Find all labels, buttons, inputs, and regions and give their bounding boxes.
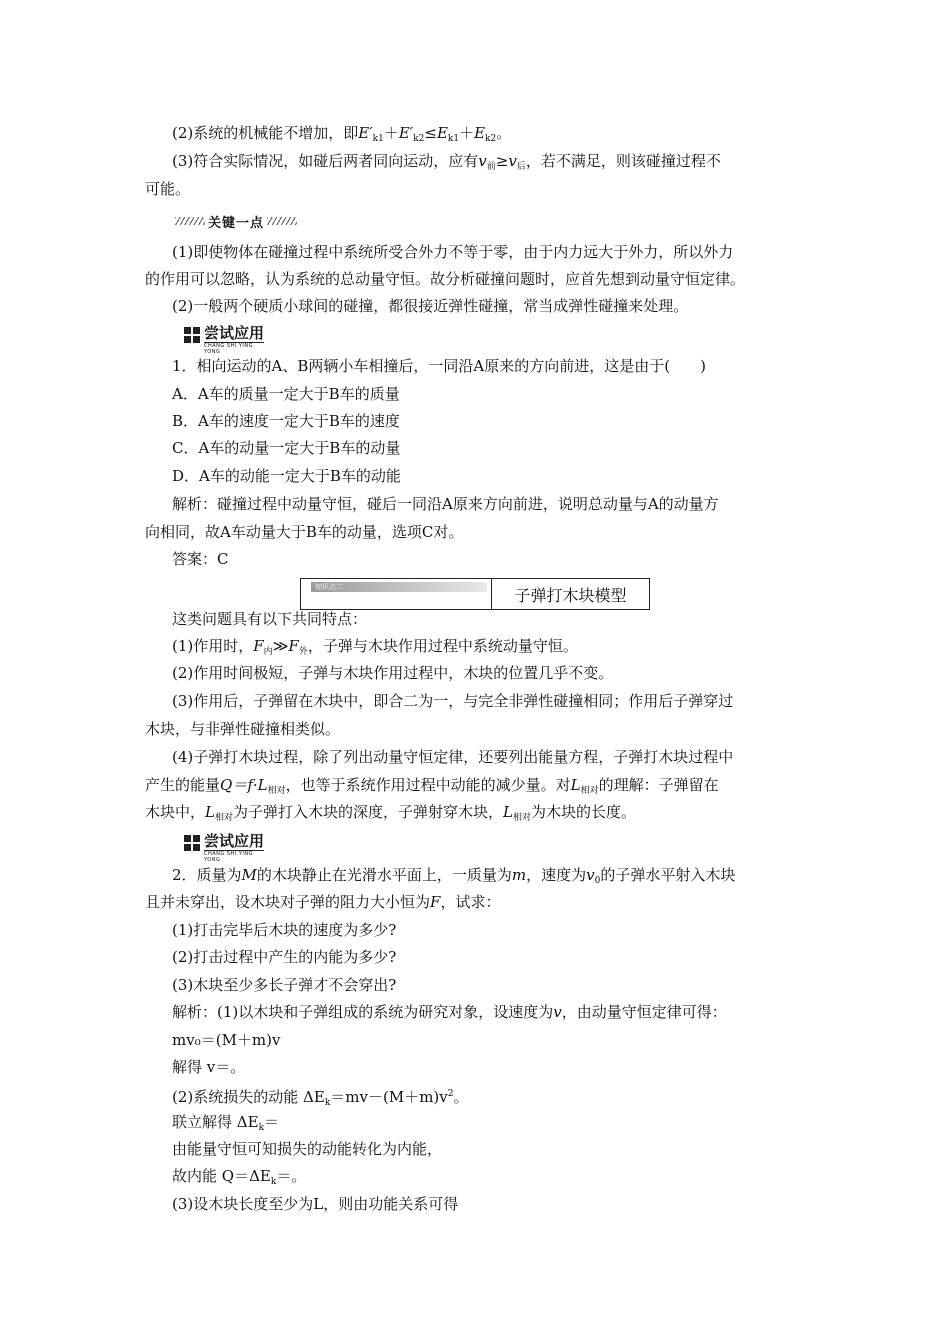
text: ，也等于系统作用过程中动能的减少量。对 <box>285 776 571 794</box>
text: F <box>430 893 441 911</box>
text: 相对 <box>580 786 599 796</box>
text: 内 <box>263 647 273 657</box>
text: ＝ <box>264 1113 280 1131</box>
text: k1 <box>372 134 384 144</box>
text: v <box>553 1003 562 1021</box>
paragraph-text: (2)一般两个硬质小球间的碰撞，都很接近弹性碰撞，常当成弹性碰撞来处理。 <box>172 297 689 315</box>
text: 的木块静止在光滑水平面上，一质量为 <box>256 866 512 884</box>
key-point-title: 关键一点 <box>208 215 265 231</box>
text: ≥ <box>495 152 509 170</box>
text: k <box>270 1177 277 1187</box>
text: 的子弹水平射入木块 <box>600 866 736 884</box>
paragraph-text: 可能。 <box>145 180 191 198</box>
text: k <box>258 1123 265 1133</box>
try-application-title: 尝试应用 <box>204 324 265 342</box>
text: 2 <box>447 1089 454 1099</box>
text: k1 <box>447 134 460 144</box>
solution-text <box>172 1001 727 1023</box>
text: ，试求： <box>440 893 501 911</box>
solution-text: 解析：碰撞过程中动量守恒，碰后一同沿A原来方向前进，说明总动量与A的动量方 <box>172 495 719 513</box>
paragraph-text <box>145 774 719 802</box>
text: E <box>436 124 448 142</box>
text: ，速度为 <box>526 866 587 884</box>
text: v <box>508 152 517 170</box>
text: Q＝f·L <box>220 776 268 794</box>
text: ≫ <box>272 637 289 655</box>
option-c: C．A车的动量一定大于B车的动量 <box>172 439 401 457</box>
text: L <box>570 776 581 794</box>
text: ，若不满足，则该碰撞过程不 <box>525 152 721 170</box>
text: E′ <box>398 124 414 142</box>
paragraph-text: 由能量守恒可知损失的动能转化为内能， <box>172 1140 443 1158</box>
paragraph-text: (2)作用时间极短，子弹与木块作用过程中，木块的位置几乎不变。 <box>172 664 614 682</box>
text: 相对 <box>214 813 233 823</box>
paragraph-text <box>172 635 578 663</box>
text: (2)系统的机械能不增加，即 <box>172 124 359 142</box>
key-point-heading <box>172 210 300 232</box>
text: 的理解：子弹留在 <box>598 776 719 794</box>
answer-text: 答案：C <box>172 550 229 568</box>
text: ＋ <box>459 124 475 142</box>
equation <box>172 1083 469 1114</box>
text: ，子弹与木块作用过程中系统动量守恒。 <box>307 637 578 655</box>
text: 相对 <box>512 813 531 823</box>
text: (2)系统损失的动能 ΔE <box>172 1088 325 1106</box>
knowledge-point-box <box>300 578 650 610</box>
paragraph-text: (3)设木块长度至少为L，则由功能关系可得 <box>172 1195 459 1213</box>
text: 相对 <box>267 786 286 796</box>
text: ＝。 <box>276 1167 307 1185</box>
text: M <box>241 866 257 884</box>
sub-question: (3)木块至少多长子弹才不会穿出? <box>172 976 397 994</box>
text: m <box>511 866 527 884</box>
text: 且并未穿出，设木块对子弹的阻力大小恒为 <box>145 893 431 911</box>
text: ＋ <box>383 124 399 142</box>
option-a: A．A车的质量一定大于B车的质量 <box>172 385 400 403</box>
text: k <box>324 1098 331 1108</box>
text: 。 <box>453 1088 469 1106</box>
text: 外 <box>298 647 308 657</box>
equation: 解得 v＝。 <box>172 1058 246 1076</box>
try-application-heading <box>184 324 265 355</box>
text: 。 <box>496 124 512 142</box>
text: L <box>503 803 513 821</box>
text: ，由动量守恒定律可得： <box>561 1003 727 1021</box>
text: ＝mv－(M＋m)v <box>330 1088 448 1106</box>
paragraph-text: 木块，与非弹性碰撞相类似。 <box>145 720 341 738</box>
paragraph-text: (1)即使物体在碰撞过程中系统所受合外力不等于零，由于内力远大于外力，所以外力 <box>172 243 734 261</box>
sub-question: (1)打击完毕后木块的速度为多少? <box>172 921 397 939</box>
knowledge-point-tag: 知识点二 <box>311 582 487 592</box>
decorative-hatch-icon <box>267 217 297 225</box>
try-application-pinyin: CHANG SHI YING YONG <box>204 343 254 355</box>
paragraph-text: 的作用可以忽略，认为系统的总动量守恒。故分析碰撞问题时，应首先想到动量守恒定律。 <box>145 270 746 288</box>
text: 为子弹打入木块的深度，子弹射穿木块， <box>233 803 504 821</box>
text: (3)符合实际情况，如碰后两者同向运动，应有 <box>172 152 479 170</box>
text: F <box>288 637 299 655</box>
paragraph-energy-condition <box>172 122 511 150</box>
paragraph-text: 这类问题具有以下共同特点： <box>172 610 368 628</box>
question-2 <box>172 864 735 892</box>
paragraph-text <box>145 801 636 829</box>
text: 联立解得 ΔE <box>172 1113 259 1131</box>
question-2-cont <box>145 891 500 913</box>
knowledge-point-label <box>301 579 492 609</box>
text: 2．质量为 <box>172 866 242 884</box>
knowledge-point-title: 子弹打木块模型 <box>514 585 627 605</box>
text: 解析：(1)以木块和子弹组成的系统为研究对象，设速度为 <box>172 1003 554 1021</box>
text: E′ <box>358 124 373 142</box>
text: 后 <box>516 162 526 172</box>
text: ≤ <box>424 124 437 142</box>
option-b: B．A车的速度一定大于B车的速度 <box>172 412 400 430</box>
option-d: D．A车的动能一定大于B车的动能 <box>172 467 401 485</box>
text: 产生的能量 <box>145 776 221 794</box>
text: 为木块的长度。 <box>531 803 637 821</box>
text: 前 <box>486 162 496 172</box>
try-application-pinyin: CHANG SHI YING YONG <box>204 851 254 863</box>
try-application-heading <box>184 832 265 863</box>
text: (1)作用时， <box>172 637 254 655</box>
text: E <box>474 124 486 142</box>
text: k2 <box>413 134 425 144</box>
text: F <box>253 637 264 655</box>
text: 0 <box>594 876 601 886</box>
equation <box>172 1165 306 1193</box>
text: 木块中， <box>145 803 206 821</box>
text: k2 <box>485 134 497 144</box>
paragraph-reality-condition <box>172 150 721 178</box>
text: v <box>478 152 487 170</box>
grid-icon <box>184 835 200 851</box>
text: v <box>586 866 595 884</box>
paragraph-text: (4)子弹打木块过程，除了列出动量守恒定律，还要列出能量方程，子弹打木块过程中 <box>172 748 734 766</box>
text: L <box>205 803 215 821</box>
sub-question: (2)打击过程中产生的内能为多少? <box>172 948 397 966</box>
equation <box>172 1111 279 1139</box>
question-1: 1．相向运动的A、B两辆小车相撞后，一同沿A原来的方向前进，这是由于( ) <box>172 357 706 375</box>
decorative-hatch-icon <box>175 217 205 225</box>
paragraph-text: (3)作用后，子弹留在木块中，即合二为一，与完全非弹性碰撞相同；作用后子弹穿过 <box>172 692 734 710</box>
grid-icon <box>184 327 200 343</box>
text: 故内能 Q＝ΔE <box>172 1167 271 1185</box>
equation: mv₀＝(M＋m)v <box>172 1031 281 1049</box>
try-application-title: 尝试应用 <box>204 832 265 850</box>
solution-text: 向相同，故A车动量大于B车的动量，选项C对。 <box>145 523 464 541</box>
